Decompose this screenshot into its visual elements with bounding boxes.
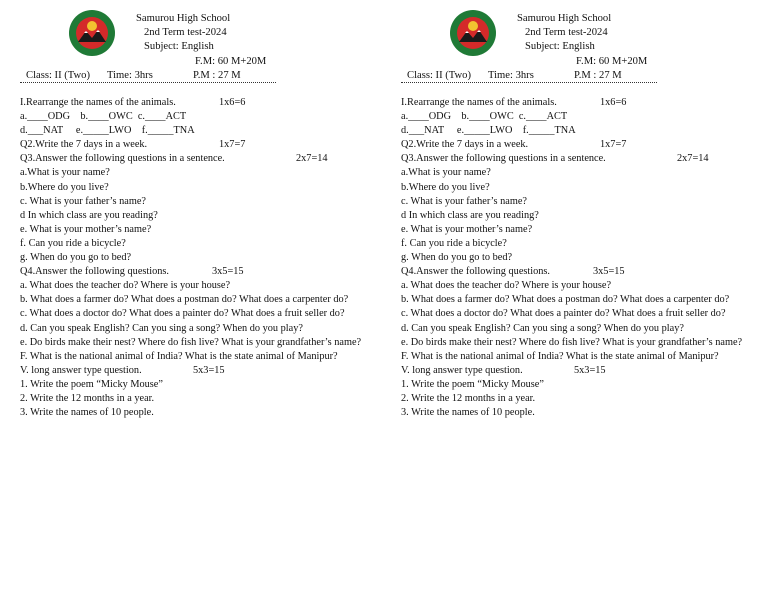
- q3-marks: 2x7=14: [677, 153, 709, 165]
- q1-row-2: d.___NAT e._____LWO f._____TNA: [20, 125, 195, 137]
- q4-item: b. What does a farmer do? What does a postman do? What does a carpenter do?: [20, 294, 349, 306]
- q4-item: d. Can you speak English? Can you sing a song? When do you play?: [401, 322, 684, 334]
- questions: [401, 96, 746, 420]
- q3-item: d In which class are you reading?: [401, 209, 539, 221]
- q3-item: d In which class are you reading?: [20, 209, 158, 221]
- q1-row-2: d.___NAT e._____LWO f._____TNA: [401, 125, 576, 137]
- q1-marks: 1x6=6: [600, 97, 627, 108]
- q2-title: Q2.Write the 7 days in a week.: [20, 139, 148, 151]
- class-label: Class: II (Two): [407, 70, 471, 81]
- term-name: 2nd Term test-2024: [144, 27, 227, 38]
- q5-item: 3. Write the names of 10 people.: [20, 407, 154, 419]
- q3-item: f. Can you ride a bicycle?: [20, 237, 126, 249]
- q5-title: V. long answer type question.: [20, 364, 142, 376]
- q4-marks: 3x5=15: [212, 266, 244, 278]
- q3-item: e. What is your mother’s name?: [20, 223, 152, 235]
- q3-item: c. What is your father’s name?: [401, 195, 527, 207]
- q3-item: c. What is your father’s name?: [20, 195, 146, 207]
- dotted-divider: [401, 82, 657, 83]
- q4-title: Q4.Answer the following questions.: [20, 266, 170, 278]
- question-paper-right: [401, 0, 768, 594]
- q5-item: 2. Write the 12 months in a year.: [20, 392, 155, 404]
- dotted-divider: [20, 82, 276, 83]
- q3-item: g. When do you go to bed?: [401, 252, 513, 264]
- q2-title-row: [20, 138, 365, 152]
- subject: Subject: English: [525, 41, 595, 52]
- q3-item: f. Can you ride a bicycle?: [401, 237, 507, 249]
- q1-title-row: [401, 96, 746, 110]
- q5-title-row: [401, 364, 746, 378]
- q3-title: Q3.Answer the following questions in a sentence.: [20, 153, 225, 165]
- q2-title: Q2.Write the 7 days in a week.: [401, 139, 529, 151]
- q1-row-1: a.____ODG b.____OWC c.____ACT: [401, 111, 568, 123]
- subject: Subject: English: [144, 41, 214, 52]
- q4-item: d. Can you speak English? Can you sing a song? When do you play?: [20, 322, 303, 334]
- q3-item: g. When do you go to bed?: [20, 252, 132, 264]
- q4-title: Q4.Answer the following questions.: [401, 266, 551, 278]
- q4-marks: 3x5=15: [593, 266, 625, 278]
- q4-item: c. What does a doctor do? What does a painter do? What does a fruit seller do?: [20, 308, 345, 320]
- q4-item: a. What does the teacher do? Where is your house?: [401, 280, 612, 292]
- q3-item: e. What is your mother’s name?: [401, 223, 533, 235]
- q5-marks: 5x3=15: [193, 364, 225, 376]
- questions: [20, 96, 365, 420]
- q3-item: a.What is your name?: [20, 167, 110, 179]
- q5-item: 2. Write the 12 months in a year.: [401, 392, 536, 404]
- q5-marks: 5x3=15: [574, 364, 606, 376]
- q2-marks: 1x7=7: [219, 139, 246, 151]
- q4-title-row: [20, 265, 365, 279]
- class-label: Class: II (Two): [26, 70, 90, 81]
- q3-title-row: [401, 152, 746, 166]
- school-logo-icon: [67, 9, 117, 57]
- q2-marks: 1x7=7: [600, 139, 627, 151]
- q3-item: b.Where do you live?: [20, 181, 109, 193]
- q1-title-row: [20, 96, 365, 110]
- school-name: Samurou High School: [136, 13, 231, 24]
- q1-title: I.Rearrange the names of the animals.: [20, 97, 176, 108]
- q3-title-row: [20, 152, 365, 166]
- q4-item: F. What is the national animal of India? What is the state animal of Manipur?: [20, 350, 338, 362]
- q3-marks: 2x7=14: [296, 153, 328, 165]
- q4-item: F. What is the national animal of India? What is the state animal of Manipur?: [401, 350, 719, 362]
- q3-item: a.What is your name?: [401, 167, 491, 179]
- q5-item: 1. Write the poem “Micky Mouse”: [20, 378, 163, 390]
- q4-title-row: [401, 265, 746, 279]
- time-label: Time: 3hrs: [107, 70, 153, 81]
- q5-item: 1. Write the poem “Micky Mouse”: [401, 378, 544, 390]
- q5-title: V. long answer type question.: [401, 364, 523, 376]
- full-marks: F.M: 60 M+20M: [576, 56, 648, 67]
- q3-title: Q3.Answer the following questions in a sentence.: [401, 153, 606, 165]
- q1-marks: 1x6=6: [219, 97, 246, 108]
- q4-item: b. What does a farmer do? What does a postman do? What does a carpenter do?: [401, 294, 730, 306]
- full-marks: F.M: 60 M+20M: [195, 56, 267, 67]
- q5-title-row: [20, 364, 365, 378]
- q4-item: a. What does the teacher do? Where is your house?: [20, 280, 231, 292]
- q4-item: e. Do birds make their nest? Where do fish live? What is your grandfather’s name?: [401, 336, 743, 348]
- q2-title-row: [401, 138, 746, 152]
- q1-title: I.Rearrange the names of the animals.: [401, 97, 557, 108]
- pass-marks: P.M : 27 M: [193, 70, 241, 81]
- pass-marks: P.M : 27 M: [574, 70, 622, 81]
- question-paper-left: [20, 0, 390, 594]
- school-name: Samurou High School: [517, 13, 612, 24]
- q4-item: e. Do birds make their nest? Where do fish live? What is your grandfather’s name?: [20, 336, 362, 348]
- term-name: 2nd Term test-2024: [525, 27, 608, 38]
- time-label: Time: 3hrs: [488, 70, 534, 81]
- school-logo-icon: [448, 9, 498, 57]
- q3-item: b.Where do you live?: [401, 181, 490, 193]
- q1-row-1: a.____ODG b.____OWC c.____ACT: [20, 111, 187, 123]
- q5-item: 3. Write the names of 10 people.: [401, 407, 535, 419]
- q4-item: c. What does a doctor do? What does a painter do? What does a fruit seller do?: [401, 308, 726, 320]
